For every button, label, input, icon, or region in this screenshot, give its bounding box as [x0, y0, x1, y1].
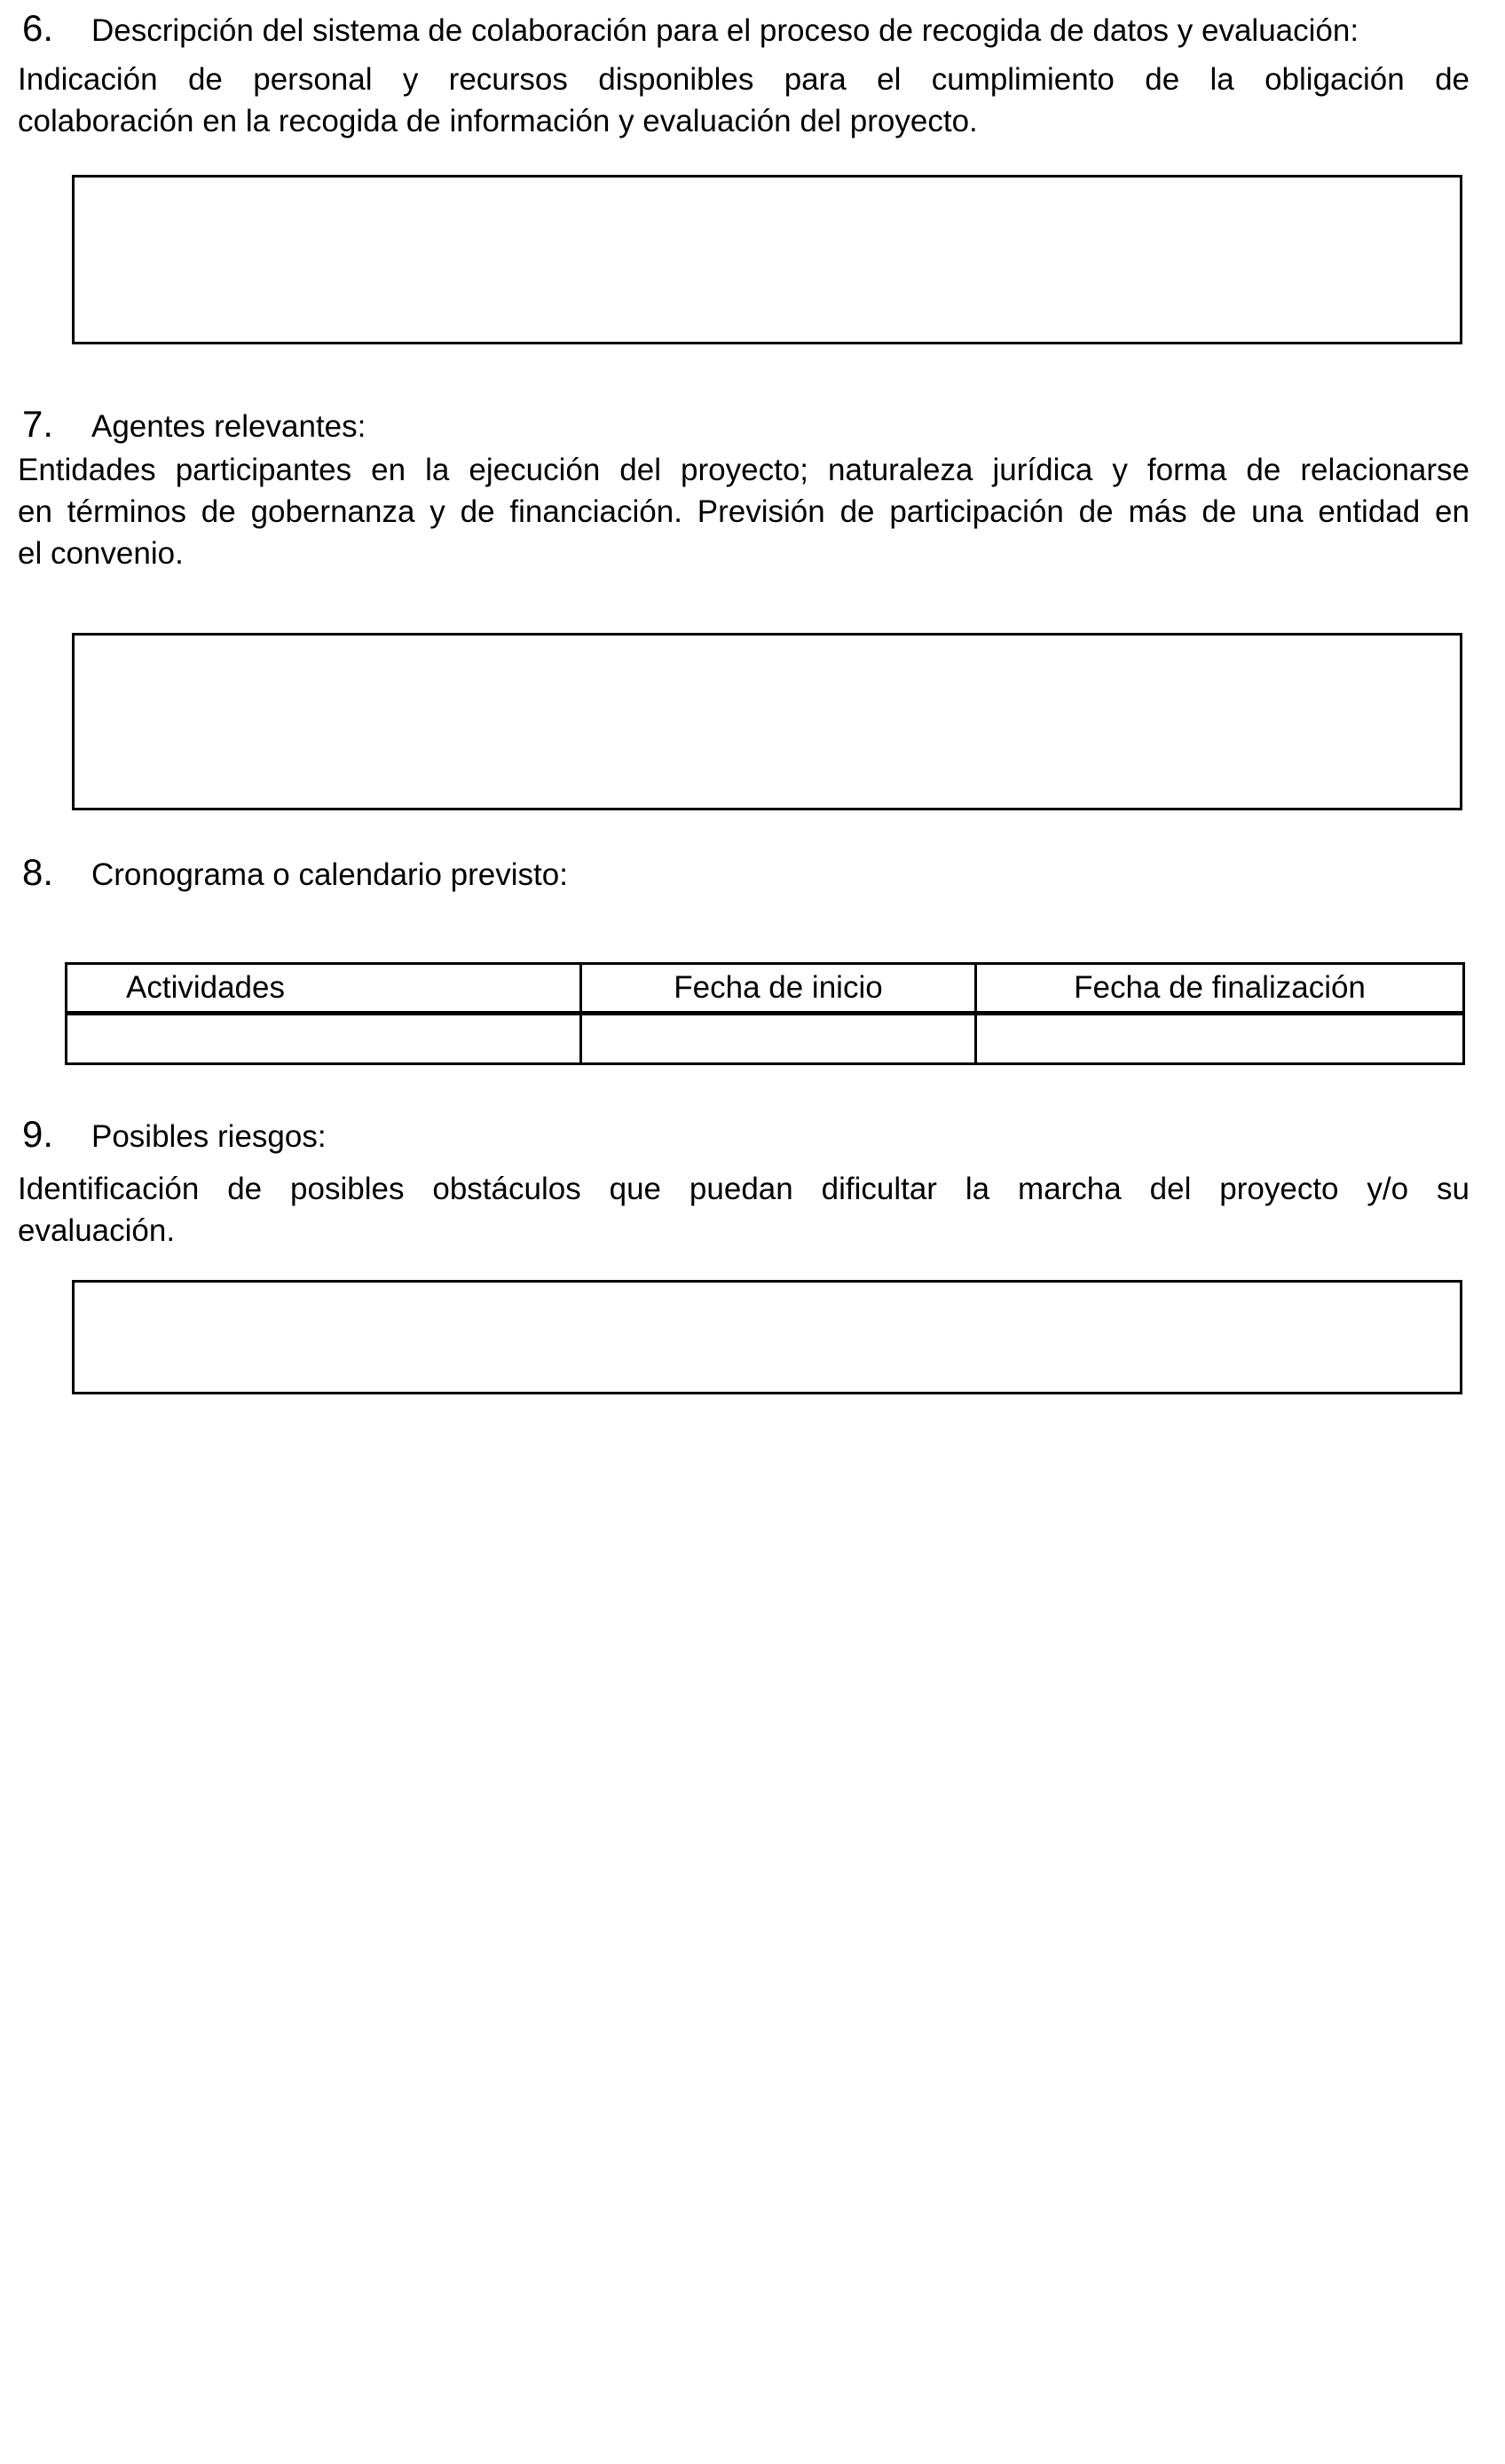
item-9-answer-box[interactable] [72, 1280, 1462, 1394]
paragraph-line: en términos de gobernanza y de financiación. Previsión de participación de más de una entidad en [18, 494, 1470, 529]
column-header-fecha-inicio: Fecha de inicio [581, 964, 976, 1014]
column-header-actividades: Actividades [67, 964, 581, 1014]
item-6-paragraph [18, 59, 1470, 142]
cell-actividades[interactable] [67, 1014, 581, 1064]
item-7-title: Agentes relevantes: [91, 409, 366, 444]
item-6-title: Descripción del sistema de colaboración para el proceso de recogida de datos y evaluación: [91, 13, 1359, 48]
schedule-header-row [67, 964, 1464, 1014]
item-9-paragraph [18, 1168, 1470, 1252]
item-9-title: Posibles riesgos: [91, 1119, 327, 1154]
item-6-heading [22, 8, 1359, 51]
item-9-number: 9. [22, 1113, 54, 1155]
item-7-answer-box[interactable] [72, 633, 1462, 810]
paragraph-line: colaboración en la recogida de información y evaluación del proyecto. [18, 104, 978, 138]
paragraph-line: evaluación. [18, 1213, 176, 1248]
item-8-title: Cronograma o calendario previsto: [91, 857, 568, 892]
paragraph-line: Indicación de personal y recursos disponibles para el cumplimiento de la obligación de [18, 62, 1470, 97]
item-7-number: 7. [22, 403, 54, 445]
item-8-number: 8. [22, 851, 54, 893]
paragraph-line: Entidades participantes en la ejecución del proyecto; naturaleza jurídica y forma de relacionarse [18, 453, 1470, 487]
paragraph-line: Identificación de posibles obstáculos que puedan dificultar la marcha del proyecto y/o su [18, 1172, 1470, 1206]
item-7-heading [22, 404, 366, 447]
cell-fecha-finalizacion[interactable] [976, 1014, 1464, 1064]
cell-fecha-inicio[interactable] [581, 1014, 976, 1064]
schedule-table [65, 962, 1465, 1065]
item-9-heading [22, 1114, 327, 1157]
paragraph-line: el convenio. [18, 536, 184, 571]
item-7-paragraph [18, 449, 1470, 574]
item-6-number: 6. [22, 7, 54, 49]
schedule-empty-row [67, 1014, 1464, 1064]
item-6-answer-box[interactable] [72, 175, 1462, 344]
item-8-heading [22, 852, 568, 896]
column-header-fecha-finalizacion: Fecha de finalización [976, 964, 1464, 1014]
